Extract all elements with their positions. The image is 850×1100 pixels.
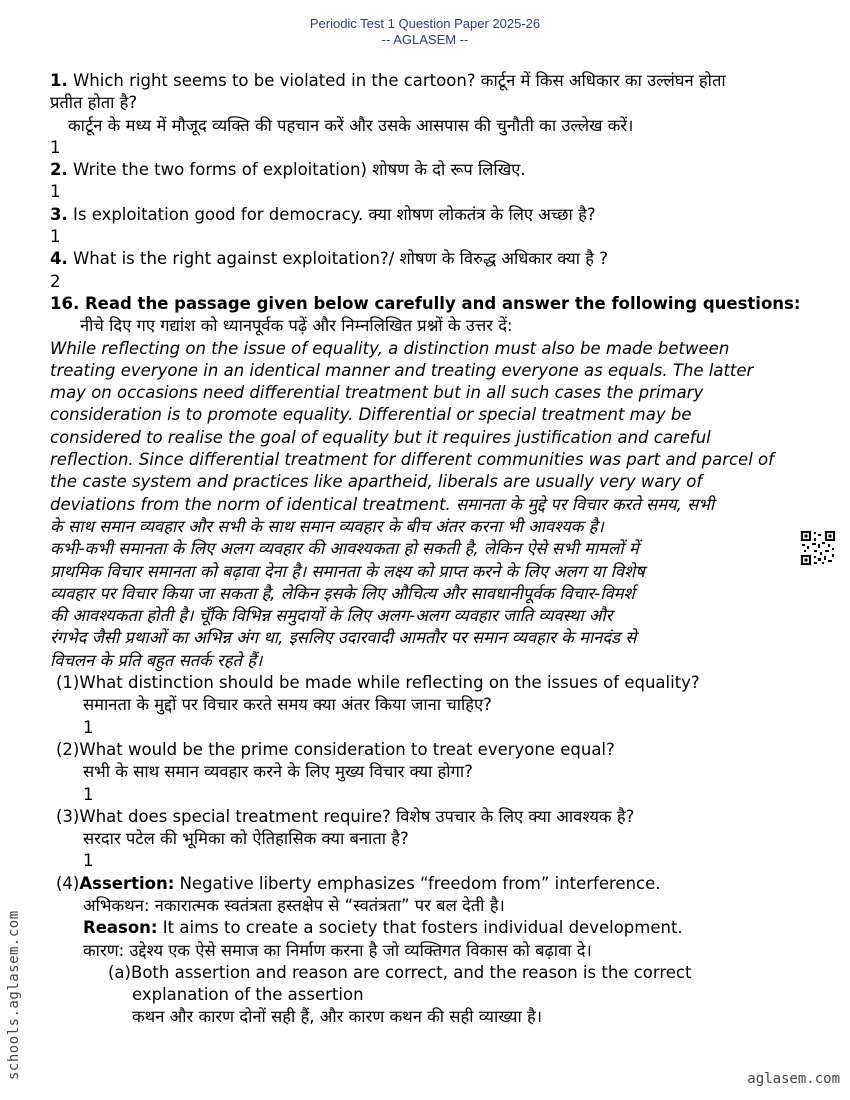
passage-line: प्राथमिक विचार समानता को बढ़ावा देना है। समानता के लक्ष्य को प्राप्त करने के लिए अलग या विशेष [50,561,645,581]
question-16-heading: 16. Read the passage given below carefully and answer the following questions: [50,293,801,313]
reason-label: Reason: [83,918,158,938]
sub-question-3-marks: 1 [83,851,94,871]
sub-question-label: (1) [56,673,80,693]
question-16-heading-hindi: नीचे दिए गए गद्यांश को ध्यानपूर्वक पढ़ें और निम्नलिखित प्रश्नों के उत्तर दें: [80,316,513,336]
assertion-label: Assertion: [79,873,175,893]
sub-question-4-reason [50,917,810,939]
passage-line: व्यवहार पर विचार किया जा सकता है, लेकिन इसके लिए औचित्य और सावधानीपूर्वक विचार-विमर्श [50,583,635,603]
question-3-marks: 1 [50,227,61,247]
paper-title: Periodic Test 1 Question Paper 2025-26 [309,16,541,31]
question-number: 1. [50,71,68,90]
option-label: (a) [108,962,131,982]
passage-line: consideration is to promote equality. Differential or special treatment may be [50,405,692,425]
question-1-text: Which right seems to be violated in the cartoon? कार्टून में किस अधिकार का उल्लंघन होता [67,71,726,90]
sub-question-1-marks: 1 [83,717,94,737]
option-a-text: Both assertion and reason are correct, and the reason is the correct [131,962,692,982]
question-1-line-2: प्रतीत होता है? [50,93,138,113]
passage-line: कभी-कभी समानता के लिए अलग व्यवहार की आवश्यकता हो सकती है, लेकिन ऐसे सभी मामलों में [50,539,639,559]
option-a-hindi: कथन और कारण दोनों सही हैं, और कारण कथन की सही व्याख्या है। [132,1007,542,1027]
qr-code-icon [800,530,836,566]
side-watermark: schools.aglasem.com [6,910,22,1080]
passage-line: की आवश्यकता होती है। चूँकि विभिन्न समुदायों के लिए अलग-अलग व्यवहार जाति व्यवस्था और [50,606,613,626]
sub-question-label: (3) [56,806,80,826]
page-header [0,16,850,48]
sub-question-1-hindi: समानता के मुद्दों पर विचार करते समय क्या अंतर किया जाना चाहिए? [83,695,492,715]
passage [50,338,810,672]
sub-question-1 [50,672,810,694]
sub-question-4-assertion [50,873,810,895]
question-2 [50,159,810,181]
question-number: 2. [50,160,68,180]
passage-line: reflection. Since differential treatment for different communities was part and parcel of [50,450,774,470]
question-1-line-3: कार्टून के मध्य में मौजूद व्यक्ति की पहचान करें और उसके आसपास की चुनौती का उल्लेख करें। [68,115,634,135]
question-1-marks: 1 [50,137,61,157]
passage-line: विचलन के प्रति बहुत सतर्क रहते हैं। [50,650,263,670]
question-2-marks: 1 [50,182,61,202]
passage-line: the caste system and practices like apartheid, liberals are usually very wary of [50,472,703,492]
passage-line: While reflecting on the issue of equality, a distinction must also be made between [50,338,730,358]
question-2-text: Write the two forms of exploitation) शोषण के दो रूप लिखिए. [67,160,526,180]
sub-question-2-marks: 1 [83,784,94,804]
passage-line: considered to realise the goal of equality but it requires justification and careful [50,427,711,447]
sub-question-label: (2) [56,739,80,759]
sub-question-2-hindi: सभी के साथ समान व्यवहार करने के लिए मुख्य विचार क्या होगा? [83,762,473,782]
assertion-hindi: अभिकथन: नकारात्मक स्वतंत्रता हस्तक्षेप से “स्वतंत्रता” पर बल देती है। [83,895,505,915]
question-number: 4. [50,249,68,269]
sub-question-2 [50,739,810,761]
qr-code-graphic [800,530,836,566]
sub-question-3 [50,806,810,828]
passage-line: रंगभेद जैसी प्रथाओं का अभिन्न अंग था, इसलिए उदारवादी आमतौर पर समान व्यवहार के मानदंड से [50,628,637,648]
question-4-text: What is the right against exploitation?/ शोषण के विरुद्ध अधिकार क्या है ? [67,249,609,269]
question-4 [50,248,810,270]
passage-line: के साथ समान व्यवहार और सभी के साथ समान व्यवहार के बीच अंतर करना भी आवश्यक है। [50,516,604,536]
reason-hindi: कारण: उद्देश्य एक ऐसे समाज का निर्माण करना है जो व्यक्तिगत विकास को बढ़ावा दे। [83,940,592,960]
question-content [50,70,810,1029]
question-1-line-1 [50,70,810,92]
question-3-text: Is exploitation good for democracy. क्या शोषण लोकतंत्र के लिए अच्छा है? [67,204,596,224]
passage-line: deviations from the norm of identical treatment. समानता के मुद्दे पर विचार करते समय, सभी [50,494,715,514]
passage-line: may on occasions need differential treatment but in all such cases the primary [50,383,704,403]
passage-line: treating everyone in an identical manner and treating everyone as equals. The latter [50,360,754,380]
sub-question-text: What distinction should be made while reflecting on the issues of equality? [79,673,700,693]
sub-question-3-hindi: सरदार पटेल की भूमिका को ऐतिहासिक क्या बनाता है? [83,829,409,849]
assertion-text: Negative liberty emphasizes “freedom from” interference. [174,873,661,893]
option-a-line-2: explanation of the assertion [132,985,364,1005]
question-number: 3. [50,204,68,224]
reason-text: It aims to create a society that fosters individual development. [157,918,683,938]
footer-watermark: aglasem.com [747,1071,840,1087]
option-a [50,962,810,984]
sub-question-label: (4) [56,873,80,893]
sub-question-text: What does special treatment require? विशेष उपचार के लिए क्या आवश्यक है? [79,806,635,826]
sub-question-text: What would be the prime consideration to treat everyone equal? [79,739,615,759]
question-3 [50,204,810,226]
paper-source: -- AGLASEM -- [381,32,469,47]
question-4-marks: 2 [50,271,61,291]
